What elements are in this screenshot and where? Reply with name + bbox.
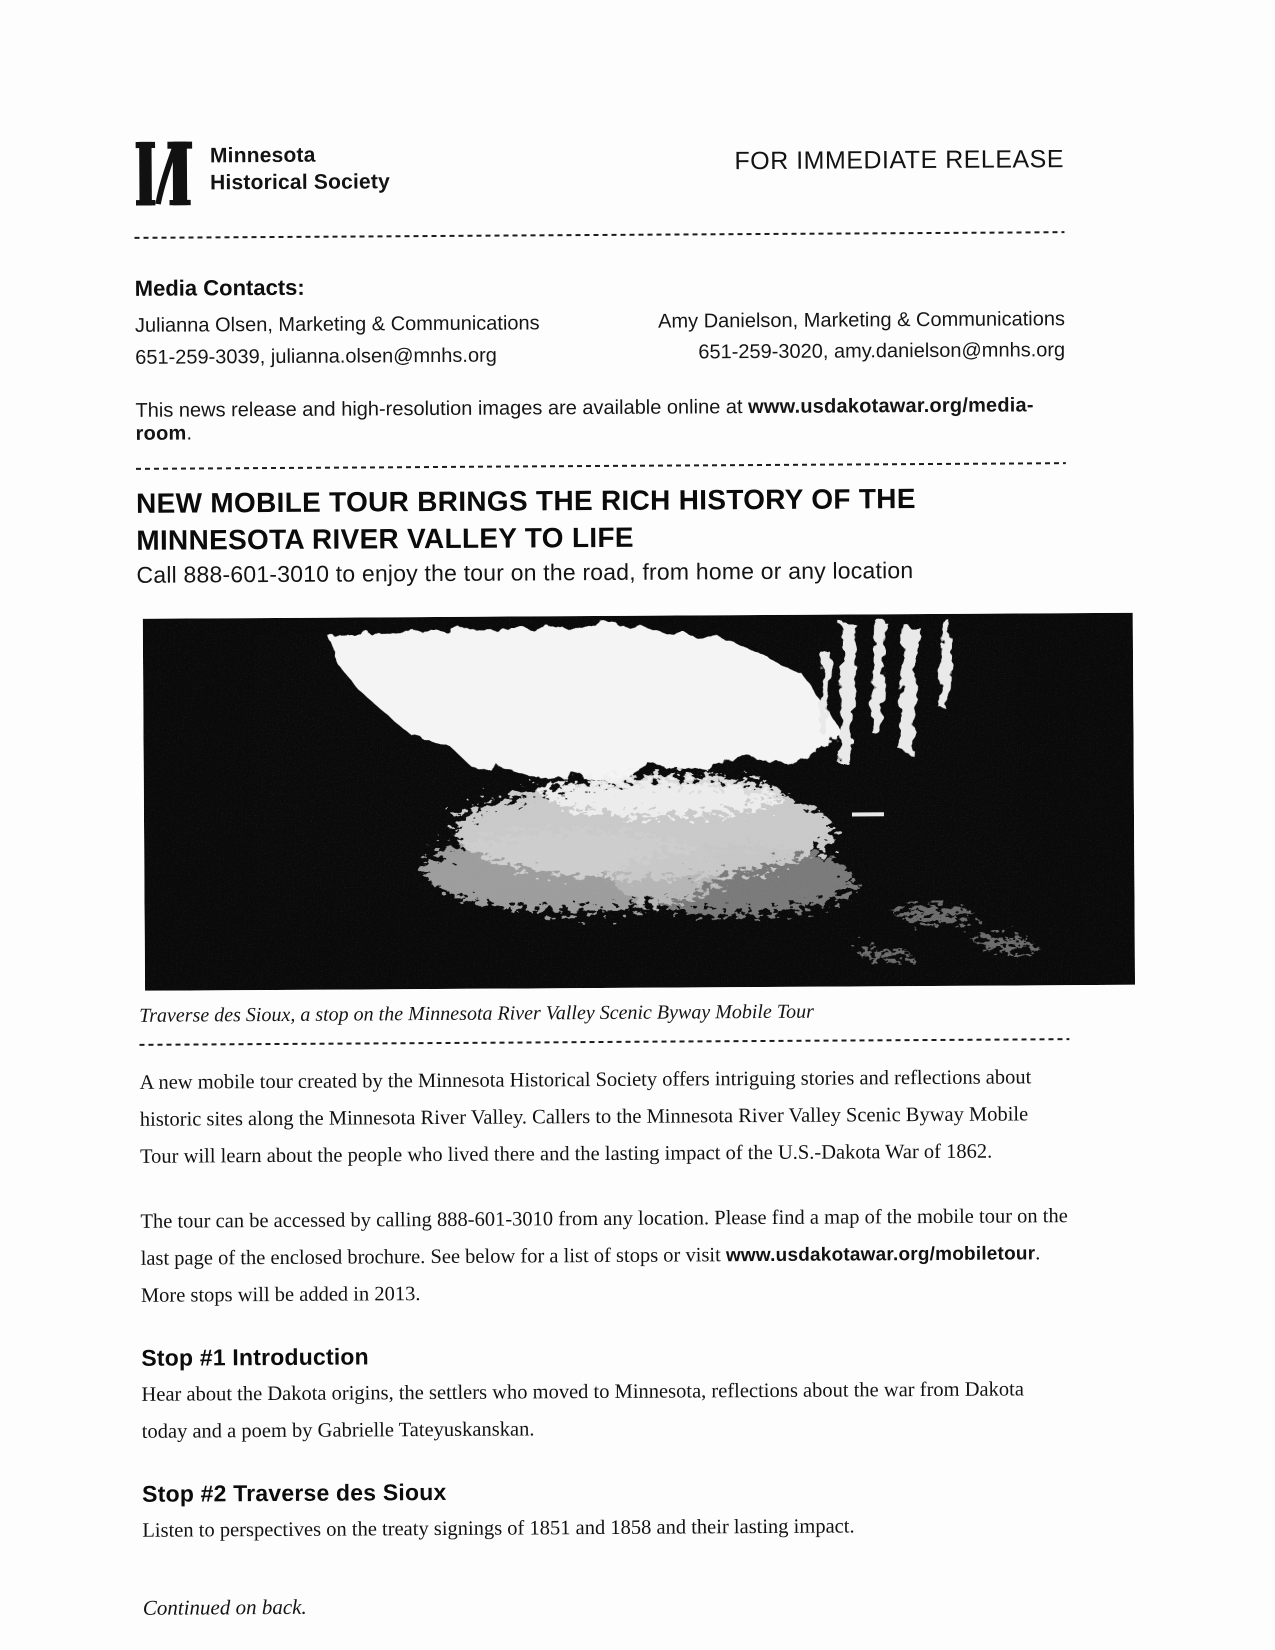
org-name: Minnesota Historical Society [209,143,391,195]
for-immediate-release-label: FOR IMMEDIATE RELEASE [734,145,1065,176]
contact-name: Amy Danielson, Marketing & Communications [658,308,1066,333]
photo-caption: Traverse des Sioux, a stop on the Minnesota River Valley Scenic Byway Mobile Tour [139,1000,814,1027]
availability-text: This news release and high-resolution images are available online at [135,396,749,422]
contact-julianna [135,307,540,373]
stop-1-heading: Stop #1 Introduction [141,1343,369,1371]
availability-period: . [186,422,193,445]
media-contacts-heading: Media Contacts: [134,274,305,301]
contact-phone-email: 651-259-3020, amy.danielson@mnhs.org [698,339,1066,364]
stop-1-description: Hear about the Dakota origins, the settlers who moved to Minnesota, reflections about the war from Dakota today and a poem by Gabrielle Tateyuskanskan. [141,1378,1024,1443]
stop-2-description: Listen to perspectives on the treaty signings of 1851 and 1858 and their lasting impact. [142,1515,855,1542]
dotted-divider [139,1038,1069,1047]
page-header [134,127,1064,213]
continued-on-back-note: Continued on back. [142,1594,307,1620]
mobiletour-url: www.usdakotawar.org/mobiletour [725,1243,1036,1267]
contact-amy [658,304,1065,370]
subheadline: Call 888-601-3010 to enjoy the tour on the road, from home or any location [136,557,914,588]
contact-name: Julianna Olsen, Marketing & Communications [134,312,540,337]
dotted-divider [136,462,1066,471]
online-availability-note [135,394,1065,446]
mnhs-m-logo-icon [134,132,194,212]
intro-paragraph: A new mobile tour created by the Minnesota Historical Society offers intriguing stories and reflections about historic sites along the Minnesota River Valley. Callers to the Minnesota River Valley Scenic Byway Mobile Tour will learn about the people who lived there and the lasting impact of the U.S.-Dakota War of 1862. [139,1066,1032,1168]
stop-2-heading: Stop #2 Traverse des Sioux [142,1478,447,1507]
mnhs-logo [134,131,390,213]
access-paragraph [140,1198,1071,1315]
media-room-url: www.usdakotawar.org/media-room [135,394,1034,445]
media-contacts [135,304,1065,374]
river-photo [143,613,1135,991]
contact-phone-email: 651-259-3039, julianna.olsen@mnhs.org [135,344,497,369]
headline: NEW MOBILE TOUR BRINGS THE RICH HISTORY OF THE MINNESOTA RIVER VALLEY TO LIFE [135,483,916,556]
dotted-divider [134,231,1064,240]
access-period: . More stops will be added in 2013. [140,1242,1041,1307]
access-text: The tour can be accessed by calling 888-601-3010 from any location. Please find a map of the mobile tour on the last page of the enclosed brochure. See below for a list of stops or visit [140,1205,1068,1270]
